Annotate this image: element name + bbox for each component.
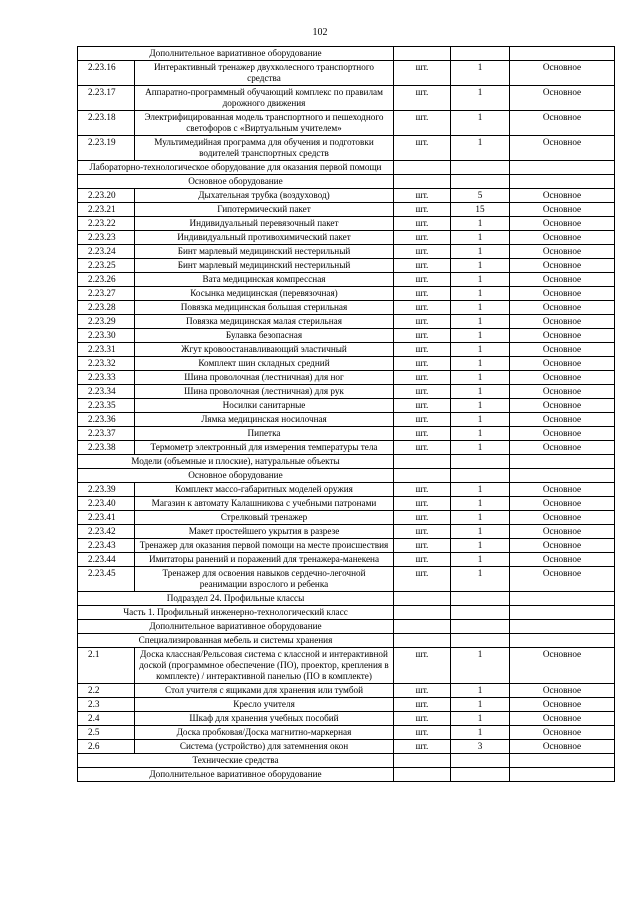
item-unit: шт. (394, 698, 451, 712)
item-unit: шт. (394, 315, 451, 329)
table-row (78, 413, 615, 427)
item-unit: шт. (394, 329, 451, 343)
item-name: Лямка медицинская носилочная (135, 413, 394, 427)
empty-cell (451, 469, 510, 483)
section-header-row (78, 161, 615, 175)
item-unit: шт. (394, 539, 451, 553)
item-number: 2.23.37 (78, 427, 135, 441)
item-name: Комплект шин складных средний (135, 357, 394, 371)
item-name: Стол учителя с ящиками для хранения или тумбой (135, 684, 394, 698)
item-quantity: 1 (451, 427, 510, 441)
item-type: Основное (510, 217, 615, 231)
item-type: Основное (510, 399, 615, 413)
item-number: 2.23.42 (78, 525, 135, 539)
item-name: Повязка медицинская малая стерильная (135, 315, 394, 329)
item-quantity: 1 (451, 217, 510, 231)
item-quantity: 1 (451, 497, 510, 511)
item-unit: шт. (394, 301, 451, 315)
item-type: Основное (510, 231, 615, 245)
item-type: Основное (510, 111, 615, 136)
empty-cell (510, 592, 615, 606)
item-type: Основное (510, 712, 615, 726)
item-name: Термометр электронный для измерения температуры тела (135, 441, 394, 455)
item-unit: шт. (394, 61, 451, 86)
page-number: 102 (312, 27, 328, 38)
table-row (78, 343, 615, 357)
item-quantity: 1 (451, 539, 510, 553)
empty-cell (394, 161, 451, 175)
item-name: Носилки санитарные (135, 399, 394, 413)
section-title: Специализированная мебель и системы хранения (78, 634, 394, 648)
item-quantity: 1 (451, 525, 510, 539)
item-type: Основное (510, 740, 615, 754)
item-quantity: 15 (451, 203, 510, 217)
empty-cell (451, 634, 510, 648)
section-header-row (78, 606, 615, 620)
item-number: 2.23.32 (78, 357, 135, 371)
table-row (78, 189, 615, 203)
item-number: 2.23.34 (78, 385, 135, 399)
item-quantity: 1 (451, 231, 510, 245)
item-name: Пипетка (135, 427, 394, 441)
item-type: Основное (510, 483, 615, 497)
item-name: Система (устройство) для затемнения окон (135, 740, 394, 754)
item-name: Макет простейшего укрытия в разрезе (135, 525, 394, 539)
section-header-row (78, 47, 615, 61)
item-quantity: 1 (451, 61, 510, 86)
item-number: 2.23.20 (78, 189, 135, 203)
table-row (78, 441, 615, 455)
item-quantity: 1 (451, 385, 510, 399)
empty-cell (510, 754, 615, 768)
table-row (78, 525, 615, 539)
item-name: Дыхательная трубка (воздуховод) (135, 189, 394, 203)
empty-cell (510, 175, 615, 189)
item-quantity: 1 (451, 511, 510, 525)
item-quantity: 1 (451, 301, 510, 315)
item-quantity: 1 (451, 441, 510, 455)
item-type: Основное (510, 525, 615, 539)
table-row (78, 726, 615, 740)
equipment-table-body (78, 47, 615, 782)
item-unit: шт. (394, 273, 451, 287)
empty-cell (451, 175, 510, 189)
item-quantity: 1 (451, 648, 510, 684)
empty-cell (451, 620, 510, 634)
item-quantity: 1 (451, 567, 510, 592)
item-number: 2.23.18 (78, 111, 135, 136)
item-number: 2.23.44 (78, 553, 135, 567)
item-name: Повязка медицинская большая стерильная (135, 301, 394, 315)
item-unit: шт. (394, 441, 451, 455)
item-unit: шт. (394, 497, 451, 511)
item-name: Тренажер для оказания первой помощи на месте происшествия (135, 539, 394, 553)
item-name: Электрифицированная модель транспортного и пешеходного светофоров с «Виртуальным учителем» (135, 111, 394, 136)
item-name: Магазин к автомату Калашникова с учебными патронами (135, 497, 394, 511)
section-header-row (78, 469, 615, 483)
item-name: Доска классная/Рельсовая система с классной и интерактивной доской (программное обеспечение (ПО), проектор, крепления в комплекте) / интерактивной панелью (ПО в комплекте) (135, 648, 394, 684)
item-name: Кресло учителя (135, 698, 394, 712)
item-quantity: 1 (451, 371, 510, 385)
item-name: Шина проволочная (лестничная) для ног (135, 371, 394, 385)
section-title: Дополнительное вариативное оборудование (78, 47, 394, 61)
item-number: 2.23.19 (78, 136, 135, 161)
item-type: Основное (510, 136, 615, 161)
item-unit: шт. (394, 287, 451, 301)
item-name: Гипотермический пакет (135, 203, 394, 217)
table-row (78, 385, 615, 399)
empty-cell (510, 620, 615, 634)
section-header-row (78, 768, 615, 782)
item-number: 2.23.41 (78, 511, 135, 525)
item-type: Основное (510, 189, 615, 203)
item-number: 2.23.17 (78, 86, 135, 111)
empty-cell (394, 455, 451, 469)
item-unit: шт. (394, 413, 451, 427)
item-number: 2.23.23 (78, 231, 135, 245)
table-row (78, 567, 615, 592)
item-type: Основное (510, 539, 615, 553)
item-type: Основное (510, 287, 615, 301)
item-number: 2.23.29 (78, 315, 135, 329)
item-type: Основное (510, 259, 615, 273)
item-quantity: 1 (451, 483, 510, 497)
item-number: 2.23.43 (78, 539, 135, 553)
item-type: Основное (510, 567, 615, 592)
item-number: 2.23.36 (78, 413, 135, 427)
table-row (78, 231, 615, 245)
item-number: 2.23.30 (78, 329, 135, 343)
item-unit: шт. (394, 111, 451, 136)
item-unit: шт. (394, 525, 451, 539)
item-unit: шт. (394, 385, 451, 399)
empty-cell (510, 606, 615, 620)
table-row (78, 203, 615, 217)
item-unit: шт. (394, 567, 451, 592)
item-unit: шт. (394, 189, 451, 203)
item-name: Имитаторы ранений и поражений для тренажера-манекена (135, 553, 394, 567)
item-quantity: 1 (451, 712, 510, 726)
table-row (78, 245, 615, 259)
table-row (78, 315, 615, 329)
item-quantity: 1 (451, 684, 510, 698)
section-title: Дополнительное вариативное оборудование (78, 768, 394, 782)
table-row (78, 86, 615, 111)
item-type: Основное (510, 315, 615, 329)
item-unit: шт. (394, 357, 451, 371)
empty-cell (394, 620, 451, 634)
empty-cell (394, 592, 451, 606)
table-row (78, 712, 615, 726)
item-unit: шт. (394, 371, 451, 385)
item-unit: шт. (394, 684, 451, 698)
item-unit: шт. (394, 399, 451, 413)
item-number: 2.23.39 (78, 483, 135, 497)
item-type: Основное (510, 203, 615, 217)
empty-cell (451, 592, 510, 606)
item-unit: шт. (394, 245, 451, 259)
item-unit: шт. (394, 203, 451, 217)
item-type: Основное (510, 726, 615, 740)
empty-cell (394, 469, 451, 483)
table-row (78, 399, 615, 413)
empty-cell (394, 634, 451, 648)
item-quantity: 1 (451, 259, 510, 273)
item-number: 2.23.21 (78, 203, 135, 217)
section-header-row (78, 455, 615, 469)
item-type: Основное (510, 61, 615, 86)
table-row (78, 217, 615, 231)
empty-cell (510, 161, 615, 175)
item-quantity: 1 (451, 329, 510, 343)
item-unit: шт. (394, 511, 451, 525)
empty-cell (451, 606, 510, 620)
item-name: Бинт марлевый медицинский нестерильный (135, 245, 394, 259)
section-header-row (78, 175, 615, 189)
empty-cell (394, 768, 451, 782)
table-row (78, 287, 615, 301)
section-title: Лабораторно-технологическое оборудование для оказания первой помощи (78, 161, 394, 175)
item-unit: шт. (394, 648, 451, 684)
item-quantity: 1 (451, 315, 510, 329)
section-title: Дополнительное вариативное оборудование (78, 620, 394, 634)
section-title: Модели (объемные и плоские), натуральные объекты (78, 455, 394, 469)
table-row (78, 61, 615, 86)
table-row (78, 684, 615, 698)
table-row (78, 301, 615, 315)
item-quantity: 1 (451, 343, 510, 357)
item-number: 2.6 (78, 740, 135, 754)
table-row (78, 111, 615, 136)
item-name: Мультимедийная программа для обучения и подготовки водителей транспортных средств (135, 136, 394, 161)
item-type: Основное (510, 343, 615, 357)
empty-cell (394, 606, 451, 620)
item-name: Тренажер для освоения навыков сердечно-легочной реанимации взрослого и ребенка (135, 567, 394, 592)
item-type: Основное (510, 413, 615, 427)
equipment-table (77, 46, 615, 782)
item-number: 2.23.38 (78, 441, 135, 455)
section-title: Часть 1. Профильный инженерно-технологический класс (78, 606, 394, 620)
table-row (78, 427, 615, 441)
empty-cell (394, 754, 451, 768)
section-header-row (78, 754, 615, 768)
section-title: Подраздел 24. Профильные классы (78, 592, 394, 606)
item-type: Основное (510, 273, 615, 287)
table-row (78, 371, 615, 385)
table-row (78, 483, 615, 497)
item-number: 2.23.40 (78, 497, 135, 511)
item-quantity: 1 (451, 111, 510, 136)
item-name: Индивидуальный противохимический пакет (135, 231, 394, 245)
section-title: Основное оборудование (78, 469, 394, 483)
item-type: Основное (510, 698, 615, 712)
item-unit: шт. (394, 136, 451, 161)
item-name: Комплект массо-габаритных моделей оружия (135, 483, 394, 497)
item-name: Булавка безопасная (135, 329, 394, 343)
empty-cell (394, 47, 451, 61)
item-quantity: 5 (451, 189, 510, 203)
item-number: 2.2 (78, 684, 135, 698)
item-number: 2.23.22 (78, 217, 135, 231)
item-name: Шкаф для хранения учебных пособий (135, 712, 394, 726)
item-number: 2.5 (78, 726, 135, 740)
item-quantity: 1 (451, 287, 510, 301)
table-row (78, 553, 615, 567)
section-title: Технические средства (78, 754, 394, 768)
item-type: Основное (510, 427, 615, 441)
item-number: 2.23.25 (78, 259, 135, 273)
item-number: 2.1 (78, 648, 135, 684)
item-unit: шт. (394, 726, 451, 740)
item-number: 2.23.35 (78, 399, 135, 413)
item-quantity: 1 (451, 357, 510, 371)
item-name: Вата медицинская компрессная (135, 273, 394, 287)
item-name: Индивидуальный перевязочный пакет (135, 217, 394, 231)
item-type: Основное (510, 497, 615, 511)
item-type: Основное (510, 329, 615, 343)
item-unit: шт. (394, 343, 451, 357)
item-number: 2.23.31 (78, 343, 135, 357)
empty-cell (510, 469, 615, 483)
item-type: Основное (510, 684, 615, 698)
item-number: 2.23.24 (78, 245, 135, 259)
item-number: 2.23.16 (78, 61, 135, 86)
item-quantity: 1 (451, 273, 510, 287)
item-number: 2.23.27 (78, 287, 135, 301)
empty-cell (451, 161, 510, 175)
table-row (78, 539, 615, 553)
empty-cell (451, 455, 510, 469)
item-number: 2.23.45 (78, 567, 135, 592)
item-number: 2.23.28 (78, 301, 135, 315)
item-unit: шт. (394, 553, 451, 567)
item-name: Доска пробковая/Доска магнитно-маркерная (135, 726, 394, 740)
item-quantity: 1 (451, 698, 510, 712)
item-number: 2.3 (78, 698, 135, 712)
item-type: Основное (510, 86, 615, 111)
empty-cell (451, 754, 510, 768)
item-type: Основное (510, 301, 615, 315)
table-row (78, 136, 615, 161)
item-type: Основное (510, 357, 615, 371)
item-unit: шт. (394, 231, 451, 245)
item-name: Косынка медицинская (перевязочная) (135, 287, 394, 301)
item-type: Основное (510, 648, 615, 684)
item-number: 2.23.26 (78, 273, 135, 287)
item-unit: шт. (394, 712, 451, 726)
item-name: Стрелковый тренажер (135, 511, 394, 525)
empty-cell (510, 634, 615, 648)
item-name: Интерактивный тренажер двухколесного транспортного средства (135, 61, 394, 86)
item-type: Основное (510, 553, 615, 567)
table-row (78, 259, 615, 273)
table-row (78, 357, 615, 371)
item-number: 2.23.33 (78, 371, 135, 385)
item-unit: шт. (394, 259, 451, 273)
section-header-row (78, 634, 615, 648)
item-unit: шт. (394, 740, 451, 754)
empty-cell (510, 455, 615, 469)
item-name: Бинт марлевый медицинский нестерильный (135, 259, 394, 273)
item-quantity: 1 (451, 86, 510, 111)
empty-cell (510, 47, 615, 61)
item-quantity: 1 (451, 413, 510, 427)
table-row (78, 698, 615, 712)
empty-cell (451, 47, 510, 61)
item-type: Основное (510, 441, 615, 455)
item-unit: шт. (394, 86, 451, 111)
item-type: Основное (510, 385, 615, 399)
empty-cell (451, 768, 510, 782)
table-row (78, 273, 615, 287)
empty-cell (394, 175, 451, 189)
item-type: Основное (510, 245, 615, 259)
section-header-row (78, 592, 615, 606)
item-quantity: 1 (451, 726, 510, 740)
item-type: Основное (510, 511, 615, 525)
item-name: Аппаратно-программный обучающий комплекс по правилам дорожного движения (135, 86, 394, 111)
section-header-row (78, 620, 615, 634)
item-unit: шт. (394, 427, 451, 441)
item-quantity: 1 (451, 245, 510, 259)
table-row (78, 497, 615, 511)
item-quantity: 3 (451, 740, 510, 754)
item-type: Основное (510, 371, 615, 385)
item-quantity: 1 (451, 136, 510, 161)
item-unit: шт. (394, 483, 451, 497)
item-unit: шт. (394, 217, 451, 231)
item-quantity: 1 (451, 553, 510, 567)
empty-cell (510, 768, 615, 782)
item-quantity: 1 (451, 399, 510, 413)
section-title: Основное оборудование (78, 175, 394, 189)
item-number: 2.4 (78, 712, 135, 726)
table-row (78, 648, 615, 684)
table-row (78, 740, 615, 754)
table-row (78, 511, 615, 525)
table-row (78, 329, 615, 343)
item-name: Жгут кровоостанавливающий эластичный (135, 343, 394, 357)
item-name: Шина проволочная (лестничная) для рук (135, 385, 394, 399)
